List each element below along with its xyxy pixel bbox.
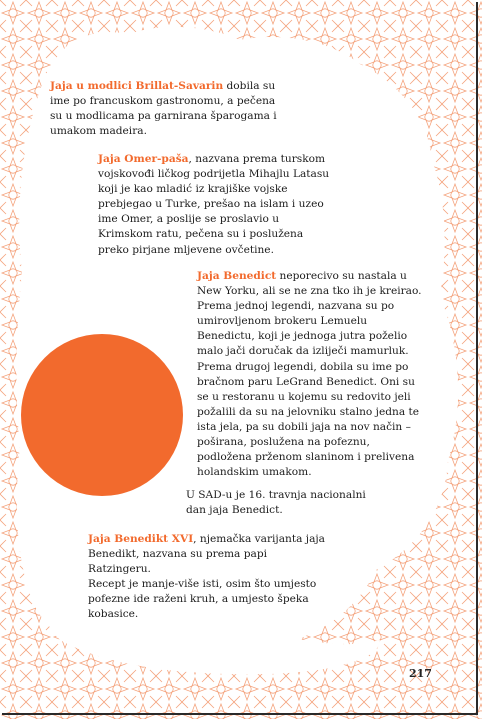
orange-circle	[21, 334, 183, 496]
paragraph-recipe-note: Recept je manje-više isti, osim što umjesto pofezne ide raženi kruh, a umjesto špeka kobasice.	[88, 578, 317, 621]
paragraph-national-day	[186, 488, 382, 518]
paragraph-brillat-savarin	[50, 79, 286, 139]
paragraph-text: , nazvana prema turskom vojskovođi ličkog podrijetla Mihajlu Latasu koji je kao mladić iz krajiške vojske prebjegao u Turke, prešao na islam i uzeo ime Omer, a poslije se proslavio u Krimskom ratu, pečena su i poslužena preko pirjane mljevene ovčetine.	[98, 153, 330, 256]
dish-name: Jaja Benedikt XVI	[88, 533, 194, 545]
paragraph-benedict	[197, 269, 423, 480]
paragraph-text: , njemačka varijanta jaja Benedikt, nazvana su prema papi Ratzingeru.	[88, 533, 325, 576]
dish-name: Jaja u modlici Brillat-Savarin	[50, 80, 224, 92]
dish-name: Jaja Omer-paša	[98, 153, 189, 165]
paragraph-benedikt-xvi	[88, 532, 326, 623]
paragraph-text: U SAD-u je 16. travnja nacionalni dan jaja Benedict.	[186, 489, 366, 517]
paragraph-text: dobila su ime po francuskom gastronomu, a pečena su u modlicama pa garnirana šparogama i umakom madeira.	[50, 80, 277, 138]
page-number: 217	[409, 667, 432, 680]
paragraph-omer-pasa	[98, 152, 330, 258]
dish-name: Jaja Benedict	[197, 270, 277, 282]
paragraph-text: neporecivo su nastala u New Yorku, ali se ne zna tko ih je kreirao. Prema jednoj legendi, nazvana su po umirovljenom brokeru Lemuelu Benedictu, koji je jednoga jutra poželio malo jači doručak da izliječi mamurluk. Prema drugoj legendi, dobila su ime po bračnom paru LeGrand Benedict. Oni su se u restoranu u kojemu su redovito jeli požalili da su na jelovniku stalno jedna te ista jela, pa su dobili jaja na nov način – poširana, poslužena na pofeznu, podložena prženom slaninom i prelivena holandskim umakom.	[197, 270, 422, 479]
